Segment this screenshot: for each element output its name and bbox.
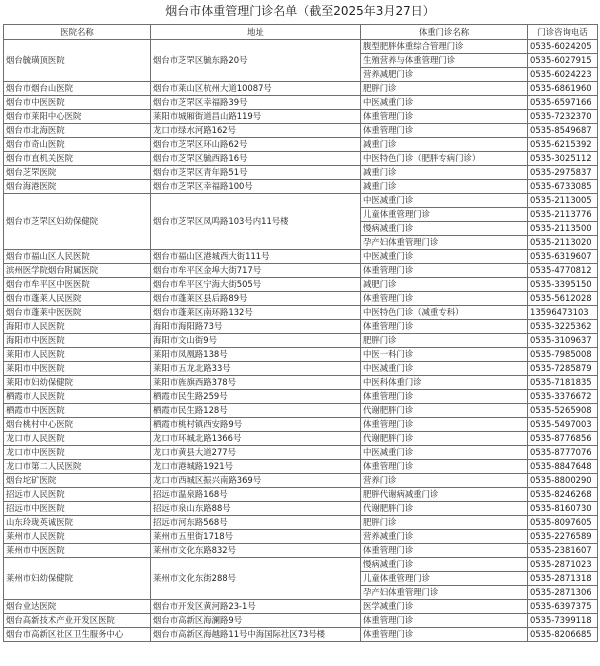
clinic-name-cell: 医学减重门诊 bbox=[361, 600, 528, 614]
clinic-name-cell: 腹型肥胖体重综合管理门诊 bbox=[361, 40, 528, 54]
table-row bbox=[4, 502, 598, 516]
address-cell: 烟台市高新区海越路11号中海国际社区73号楼 bbox=[151, 628, 361, 642]
hospital-name-cell: 龙口市中医医院 bbox=[4, 446, 151, 460]
phone-cell: 0535-8800290 bbox=[528, 474, 598, 488]
clinic-name-cell: 体重管理门诊 bbox=[361, 292, 528, 306]
clinic-name-cell: 体重管理门诊 bbox=[361, 544, 528, 558]
address-cell: 烟台市芝罘区幸福路39号 bbox=[151, 96, 361, 110]
hospital-name-cell: 烟台高新技术产业开发区医院 bbox=[4, 614, 151, 628]
phone-cell: 0535-2381607 bbox=[528, 544, 598, 558]
header-clinic-name: 体重门诊名称 bbox=[361, 25, 528, 40]
hospital-name-cell: 烟台业达医院 bbox=[4, 600, 151, 614]
hospital-name-cell: 烟台坨矿医院 bbox=[4, 474, 151, 488]
address-cell: 招远市温泉路168号 bbox=[151, 488, 361, 502]
table-row bbox=[4, 278, 598, 292]
address-cell: 招远市泉山东路88号 bbox=[151, 502, 361, 516]
clinic-name-cell: 代谢肥胖门诊 bbox=[361, 404, 528, 418]
clinic-name-cell: 中医减重门诊 bbox=[361, 96, 528, 110]
hospital-name-cell: 莱阳市人民医院 bbox=[4, 348, 151, 362]
address-cell: 栖霞市民生路128号 bbox=[151, 404, 361, 418]
clinic-name-cell: 代谢肥胖门诊 bbox=[361, 502, 528, 516]
clinic-name-cell: 营养门诊 bbox=[361, 474, 528, 488]
address-cell: 烟台市福山区港城西大街111号 bbox=[151, 250, 361, 264]
table-row bbox=[4, 138, 598, 152]
phone-cell: 0535-6024223 bbox=[528, 68, 598, 82]
table-row bbox=[4, 628, 598, 642]
address-cell: 烟台市芝罘区凤鸣路103号内11号楼 bbox=[151, 194, 361, 250]
clinic-name-cell: 中医减重门诊 bbox=[361, 446, 528, 460]
phone-cell: 13596473103 bbox=[528, 306, 598, 320]
table-row bbox=[4, 306, 598, 320]
table-row bbox=[4, 558, 598, 572]
table-row bbox=[4, 460, 598, 474]
clinic-name-cell: 减重门诊 bbox=[361, 180, 528, 194]
hospital-name-cell: 烟台海港医院 bbox=[4, 180, 151, 194]
address-cell: 烟台市芝罘区环山路62号 bbox=[151, 138, 361, 152]
clinic-name-cell: 代谢肥胖门诊 bbox=[361, 432, 528, 446]
table-row bbox=[4, 404, 598, 418]
phone-cell: 0535-8776856 bbox=[528, 432, 598, 446]
hospital-name-cell: 招远市人民医院 bbox=[4, 488, 151, 502]
clinic-name-cell: 肥胖门诊 bbox=[361, 516, 528, 530]
hospital-name-cell: 莱州市中医医院 bbox=[4, 544, 151, 558]
hospital-name-cell: 莱州市人民医院 bbox=[4, 530, 151, 544]
clinic-name-cell: 体重管理门诊 bbox=[361, 320, 528, 334]
table-row bbox=[4, 152, 598, 166]
table-row bbox=[4, 418, 598, 432]
clinic-name-cell: 中医减重门诊 bbox=[361, 194, 528, 208]
hospital-name-cell: 烟台市蓬莱人民医院 bbox=[4, 292, 151, 306]
hospital-name-cell: 山东玲珑英诚医院 bbox=[4, 516, 151, 530]
table-row bbox=[4, 530, 598, 544]
phone-cell: 0535-3395150 bbox=[528, 278, 598, 292]
phone-cell: 0535-2975837 bbox=[528, 166, 598, 180]
clinic-name-cell: 营养减肥门诊 bbox=[361, 68, 528, 82]
clinic-name-cell: 儿童体重管理门诊 bbox=[361, 208, 528, 222]
phone-cell: 0535-6597166 bbox=[528, 96, 598, 110]
clinic-name-cell: 中医特色门诊（肥胖专病门诊） bbox=[361, 152, 528, 166]
table-row bbox=[4, 250, 598, 264]
table-row bbox=[4, 474, 598, 488]
phone-cell: 0535-7181835 bbox=[528, 376, 598, 390]
page-title: 烟台市体重管理门诊名单（截至2025年3月27日） bbox=[165, 4, 435, 18]
hospital-name-cell: 烟台市莱阳中心医院 bbox=[4, 110, 151, 124]
clinic-name-cell: 中医科体重门诊 bbox=[361, 376, 528, 390]
clinic-name-cell: 体重管理门诊 bbox=[361, 418, 528, 432]
table-row bbox=[4, 432, 598, 446]
clinic-name-cell: 中医一科门诊 bbox=[361, 348, 528, 362]
table-row bbox=[4, 390, 598, 404]
clinic-name-cell: 减肥门诊 bbox=[361, 278, 528, 292]
hospital-name-cell: 烟台毓璜顶医院 bbox=[4, 40, 151, 82]
clinic-name-cell: 减重门诊 bbox=[361, 138, 528, 152]
table-row bbox=[4, 320, 598, 334]
address-cell: 烟台市芝罘区毓西路16号 bbox=[151, 152, 361, 166]
hospital-name-cell: 海阳市人民医院 bbox=[4, 320, 151, 334]
phone-cell: 0535-8777076 bbox=[528, 446, 598, 460]
address-cell: 烟台市牟平区宁海大街505号 bbox=[151, 278, 361, 292]
address-cell: 招远市河东路568号 bbox=[151, 516, 361, 530]
header-phone: 门诊咨询电话 bbox=[528, 25, 598, 40]
table-row bbox=[4, 362, 598, 376]
hospital-name-cell: 烟台桃村中心医院 bbox=[4, 418, 151, 432]
table-row bbox=[4, 334, 598, 348]
address-cell: 莱阳市凤凰路138号 bbox=[151, 348, 361, 362]
hospital-name-cell: 烟台市烟台山医院 bbox=[4, 82, 151, 96]
table-row bbox=[4, 614, 598, 628]
phone-cell: 0535-2113500 bbox=[528, 222, 598, 236]
table-row bbox=[4, 516, 598, 530]
phone-cell: 0535-3025112 bbox=[528, 152, 598, 166]
clinic-name-cell: 儿童体重管理门诊 bbox=[361, 572, 528, 586]
address-cell: 海阳市文山街9号 bbox=[151, 334, 361, 348]
hospital-name-cell: 莱阳市中医医院 bbox=[4, 362, 151, 376]
clinic-name-cell: 体重管理门诊 bbox=[361, 124, 528, 138]
clinic-name-cell: 中医减重门诊 bbox=[361, 362, 528, 376]
table-row bbox=[4, 446, 598, 460]
table-body bbox=[4, 40, 598, 642]
table-row bbox=[4, 292, 598, 306]
table-row bbox=[4, 40, 598, 54]
phone-cell: 0535-3376672 bbox=[528, 390, 598, 404]
hospital-name-cell: 莱州市妇幼保健院 bbox=[4, 558, 151, 600]
hospital-name-cell: 莱阳市妇幼保健院 bbox=[4, 376, 151, 390]
phone-cell: 0535-6861960 bbox=[528, 82, 598, 96]
clinic-table bbox=[3, 24, 598, 642]
address-cell: 龙口市港城路1921号 bbox=[151, 460, 361, 474]
phone-cell: 0535-3225362 bbox=[528, 320, 598, 334]
address-cell: 烟台市蓬莱区南环路132号 bbox=[151, 306, 361, 320]
phone-cell: 0535-7285879 bbox=[528, 362, 598, 376]
header-hospital-name: 医院名称 bbox=[4, 25, 151, 40]
clinic-name-cell: 肥胖代谢病减重门诊 bbox=[361, 488, 528, 502]
clinic-name-cell: 慢病减重门诊 bbox=[361, 222, 528, 236]
hospital-name-cell: 烟台市高新区社区卫生服务中心 bbox=[4, 628, 151, 642]
phone-cell: 0535-2871318 bbox=[528, 572, 598, 586]
table-header-row bbox=[4, 25, 598, 40]
table-row bbox=[4, 376, 598, 390]
phone-cell: 0535-5612028 bbox=[528, 292, 598, 306]
address-cell: 海阳市海阳路73号 bbox=[151, 320, 361, 334]
hospital-name-cell: 烟台市芝罘区妇幼保健院 bbox=[4, 194, 151, 250]
clinic-name-cell: 减重门诊 bbox=[361, 166, 528, 180]
table-row bbox=[4, 110, 598, 124]
address-cell: 龙口市环城北路1366号 bbox=[151, 432, 361, 446]
hospital-name-cell: 烟台市牟平区中医医院 bbox=[4, 278, 151, 292]
clinic-name-cell: 体重管理门诊 bbox=[361, 614, 528, 628]
phone-cell: 0535-7399118 bbox=[528, 614, 598, 628]
phone-cell: 0535-8097605 bbox=[528, 516, 598, 530]
phone-cell: 0535-8206685 bbox=[528, 628, 598, 642]
hospital-name-cell: 烟台市北海医院 bbox=[4, 124, 151, 138]
hospital-name-cell: 烟台市奇山医院 bbox=[4, 138, 151, 152]
phone-cell: 0535-5265908 bbox=[528, 404, 598, 418]
clinic-name-cell: 肥胖门诊 bbox=[361, 334, 528, 348]
phone-cell: 0535-6024205 bbox=[528, 40, 598, 54]
address-cell: 烟台市芝罘区幸福路100号 bbox=[151, 180, 361, 194]
clinic-name-cell: 肥胖门诊 bbox=[361, 82, 528, 96]
phone-cell: 0535-5497003 bbox=[528, 418, 598, 432]
table-row bbox=[4, 348, 598, 362]
address-cell: 烟台市牟平区金埠大街717号 bbox=[151, 264, 361, 278]
address-cell: 莱州市五里街1718号 bbox=[151, 530, 361, 544]
phone-cell: 0535-2113005 bbox=[528, 194, 598, 208]
phone-cell: 0535-2871306 bbox=[528, 586, 598, 600]
hospital-name-cell: 栖霞市人民医院 bbox=[4, 390, 151, 404]
table-row bbox=[4, 180, 598, 194]
table-row bbox=[4, 166, 598, 180]
clinic-name-cell: 生殖营养与体重管理门诊 bbox=[361, 54, 528, 68]
address-cell: 烟台市开发区黄河路23-1号 bbox=[151, 600, 361, 614]
hospital-name-cell: 烟台市福山区人民医院 bbox=[4, 250, 151, 264]
address-cell: 龙口市绿水河路162号 bbox=[151, 124, 361, 138]
address-cell: 烟台市莱山区杭州大道10087号 bbox=[151, 82, 361, 96]
clinic-name-cell: 中医特色门诊（减重专科） bbox=[361, 306, 528, 320]
address-cell: 龙口市黄县大道277号 bbox=[151, 446, 361, 460]
clinic-name-cell: 孕产妇体重管理门诊 bbox=[361, 586, 528, 600]
clinic-name-cell: 慢病减重门诊 bbox=[361, 558, 528, 572]
phone-cell: 0535-6397375 bbox=[528, 600, 598, 614]
hospital-name-cell: 滨州医学院烟台附属医院 bbox=[4, 264, 151, 278]
clinic-name-cell: 体重管理门诊 bbox=[361, 110, 528, 124]
phone-cell: 0535-2276589 bbox=[528, 530, 598, 544]
phone-cell: 0535-8160730 bbox=[528, 502, 598, 516]
hospital-name-cell: 龙口市第二人民医院 bbox=[4, 460, 151, 474]
hospital-name-cell: 烟台市中医医院 bbox=[4, 96, 151, 110]
address-cell: 栖霞市民生路259号 bbox=[151, 390, 361, 404]
hospital-name-cell: 招远市中医医院 bbox=[4, 502, 151, 516]
phone-cell: 0535-2871023 bbox=[528, 558, 598, 572]
address-cell: 莱州市文化东路832号 bbox=[151, 544, 361, 558]
phone-cell: 0535-6319607 bbox=[528, 250, 598, 264]
table-row bbox=[4, 488, 598, 502]
phone-cell: 0535-6733085 bbox=[528, 180, 598, 194]
phone-cell: 0535-4770812 bbox=[528, 264, 598, 278]
phone-cell: 0535-8549687 bbox=[528, 124, 598, 138]
clinic-name-cell: 营养减重门诊 bbox=[361, 530, 528, 544]
hospital-name-cell: 龙口市人民医院 bbox=[4, 432, 151, 446]
clinic-name-cell: 体重管理门诊 bbox=[361, 460, 528, 474]
table-row bbox=[4, 600, 598, 614]
phone-cell: 0535-2113776 bbox=[528, 208, 598, 222]
address-cell: 莱州市文化东街288号 bbox=[151, 558, 361, 600]
hospital-name-cell: 烟台市直机关医院 bbox=[4, 152, 151, 166]
clinic-name-cell: 体重管理门诊 bbox=[361, 390, 528, 404]
address-cell: 龙口市西城区振兴南路369号 bbox=[151, 474, 361, 488]
hospital-name-cell: 烟台市蓬莱中医医院 bbox=[4, 306, 151, 320]
hospital-name-cell: 烟台芝罘医院 bbox=[4, 166, 151, 180]
address-cell: 栖霞市桃村镇西安路9号 bbox=[151, 418, 361, 432]
clinic-name-cell: 体重管理门诊 bbox=[361, 628, 528, 642]
hospital-name-cell: 栖霞市中医医院 bbox=[4, 404, 151, 418]
phone-cell: 0535-3109637 bbox=[528, 334, 598, 348]
address-cell: 莱阳市城厢街道昌山路119号 bbox=[151, 110, 361, 124]
phone-cell: 0535-8246268 bbox=[528, 488, 598, 502]
clinic-name-cell: 体重管理门诊 bbox=[361, 264, 528, 278]
clinic-name-cell: 中医减重门诊 bbox=[361, 250, 528, 264]
address-cell: 烟台市高新区海澜路9号 bbox=[151, 614, 361, 628]
table-row bbox=[4, 82, 598, 96]
address-cell: 莱阳市旌旗西路378号 bbox=[151, 376, 361, 390]
table-row bbox=[4, 194, 598, 208]
phone-cell: 0535-2113020 bbox=[528, 236, 598, 250]
clinic-name-cell: 孕产妇体重管理门诊 bbox=[361, 236, 528, 250]
phone-cell: 0535-7985008 bbox=[528, 348, 598, 362]
address-cell: 烟台市芝罘区青年路51号 bbox=[151, 166, 361, 180]
table-row bbox=[4, 96, 598, 110]
phone-cell: 0535-8847648 bbox=[528, 460, 598, 474]
table-row bbox=[4, 264, 598, 278]
phone-cell: 0535-6215392 bbox=[528, 138, 598, 152]
phone-cell: 0535-7232370 bbox=[528, 110, 598, 124]
address-cell: 莱阳市五龙北路33号 bbox=[151, 362, 361, 376]
address-cell: 烟台市蓬莱区县后路89号 bbox=[151, 292, 361, 306]
table-row bbox=[4, 544, 598, 558]
address-cell: 烟台市芝罘区毓东路20号 bbox=[151, 40, 361, 82]
hospital-name-cell: 海阳市中医医院 bbox=[4, 334, 151, 348]
table-row bbox=[4, 124, 598, 138]
phone-cell: 0535-6027915 bbox=[528, 54, 598, 68]
header-address: 地址 bbox=[151, 25, 361, 40]
